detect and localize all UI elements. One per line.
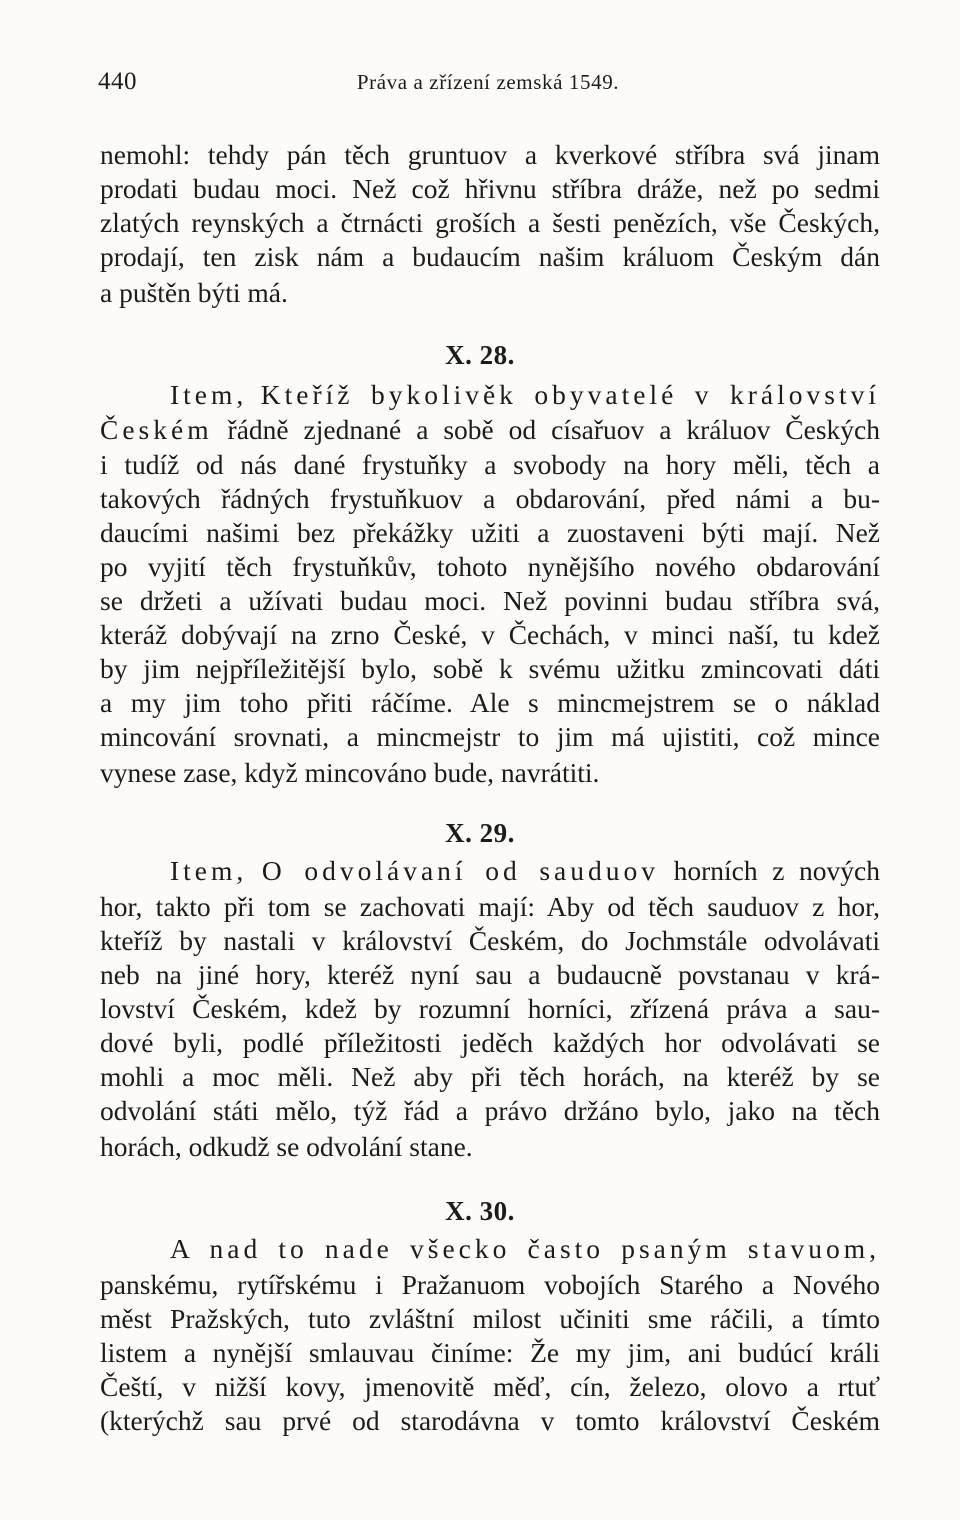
text-line: takových řádných frystuňkuov a obdarování, před námi a bu- bbox=[100, 483, 880, 514]
text-span: horních z nových bbox=[673, 855, 881, 886]
text-line: kteříž by nastali v království Českém, do Jochmstále odvolávati bbox=[100, 925, 880, 956]
section-title: Kteříž bykolivěk obyvatelé v království bbox=[260, 379, 880, 410]
text-line: horách, odkudž se odvolání stane. bbox=[100, 1131, 473, 1162]
page-number: 440 bbox=[98, 68, 137, 95]
text-line bbox=[170, 378, 880, 412]
text-line: dové byli, podlé příležitosti jeděch každých hor odvolávati se bbox=[100, 1027, 880, 1058]
text-line: lovství Českém, kdež by rozumní horníci, zřízená práva a sau- bbox=[100, 993, 880, 1024]
text-line: nemohl: tehdy pán těch gruntuov a kverkové stříbra svá jinam bbox=[100, 139, 880, 170]
text-line: by jim nejpříležitější bylo, sobě k svému užitku zmincovati dáti bbox=[100, 653, 880, 684]
section-lead: Item, bbox=[170, 379, 248, 410]
running-title: Práva a zřízení zemská 1549. bbox=[356, 70, 620, 94]
text-line: i tudíž od nás dané frystuňky a svobody na hory měli, těch a bbox=[100, 449, 880, 480]
text-span: řádně zjednané a sobě od císařuov a králuov Českých bbox=[227, 414, 880, 445]
text-line: A nad to nade všecko často psaným stavuom, bbox=[170, 1233, 880, 1264]
section-title: Českém bbox=[100, 414, 213, 445]
text-line: kteráž dobývají na zrno České, v Čechách, v minci naší, tu kdež bbox=[100, 619, 880, 650]
text-line: a puštěn býti má. bbox=[100, 277, 288, 308]
text-line: neb na jiné hory, kteréž nyní sau a budaucně povstanau v krá- bbox=[100, 959, 880, 990]
section-lead: Item, bbox=[170, 855, 248, 886]
text-line: a my jim toho přiti ráčíme. Ale s mincmejstrem se o náklad bbox=[100, 687, 880, 718]
text-line: hor, takto při tom se zachovati mají: Aby od těch sauduov z hor, bbox=[100, 891, 880, 922]
text-line: prodati budau moci. Než což hřivnu stříbra dráže, než po sedmi bbox=[100, 173, 880, 204]
text-line: Čeští, v nižší kovy, jmenovitě měď, cín, železo, olovo a rtuť bbox=[100, 1371, 880, 1402]
section-heading: X. 30. bbox=[445, 1196, 515, 1226]
section-heading: X. 29. bbox=[445, 818, 515, 848]
text-line: měst Pražských, tuto zvláštní milost učiniti sme ráčili, a tímto bbox=[100, 1303, 880, 1334]
text-line bbox=[170, 854, 880, 888]
text-line: panskému, rytířskému i Pražanuom vobojích Starého a Nového bbox=[100, 1269, 880, 1300]
section-heading: X. 28. bbox=[445, 340, 515, 370]
text-line bbox=[100, 413, 880, 447]
text-line: (kterýchž sau prvé od starodávna v tomto království Českém bbox=[100, 1405, 880, 1436]
text-line: mohli a moc měli. Než aby při těch horách, na kteréž by se bbox=[100, 1061, 880, 1092]
text-line: mincování srovnati, a mincmejstr to jim má ujistiti, což mince bbox=[100, 721, 880, 752]
text-line: listem a nynější smlauvau činíme: Že my jim, ani budúcí králi bbox=[100, 1337, 880, 1368]
page-header bbox=[98, 68, 878, 108]
text-line: po vyjití těch frystuňkův, tohoto nynějšího nového obdarování bbox=[100, 551, 880, 582]
text-line: se držeti a užívati budau moci. Než povinni budau stříbra svá, bbox=[100, 585, 880, 616]
section-title: O odvolávaní od sauduov bbox=[261, 855, 659, 886]
text-line: daucími našimi bez překážky užiti a zuostaveni býti mají. Než bbox=[100, 517, 880, 548]
text-line: vynese zase, když mincováno bude, navrátiti. bbox=[100, 757, 600, 788]
text-line: odvolání státi mělo, týž řád a právo držáno bylo, jako na těch bbox=[100, 1095, 880, 1126]
text-line: prodají, ten zisk nám a budaucím našim králuom Českým dán bbox=[100, 241, 880, 272]
text-line: zlatých reynských a čtrnácti groších a šesti penězích, vše Českých, bbox=[100, 207, 880, 238]
